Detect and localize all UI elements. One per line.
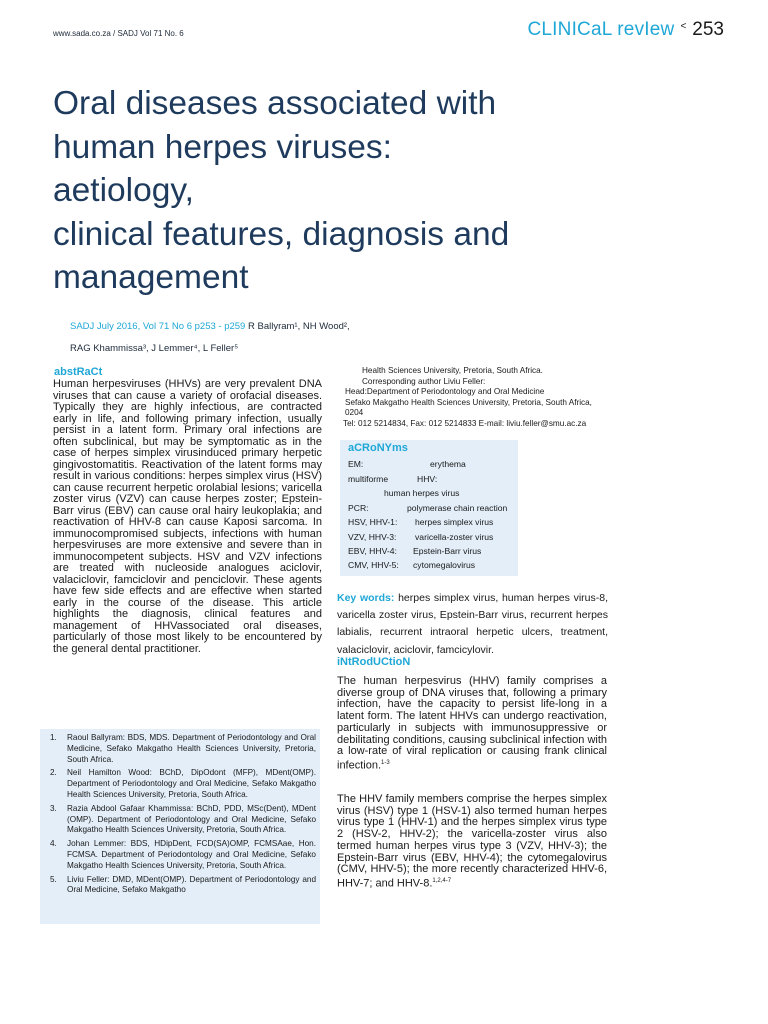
acronym-definition: varicella-zoster virus: [415, 532, 494, 542]
citation-line: [70, 321, 350, 332]
acronym-definition: herpes simplex virus: [415, 517, 494, 527]
acronym-label: VZV, HHV-3:: [348, 532, 397, 542]
title-line: Oral diseases associated with: [53, 85, 497, 122]
acronym-label: EBV, HHV-4:: [348, 546, 397, 556]
section-mark: <: [680, 21, 687, 32]
acronym-label: CMV, HHV-5:: [348, 560, 399, 570]
correspondence-block: [340, 366, 602, 430]
reference-superscript: 1,2,4-7: [432, 877, 452, 884]
correspondence-line: Health Sciences University, Pretoria, South Africa.: [362, 366, 543, 375]
keywords-text: herpes simplex virus, human herpes virus-8, varicella zoster virus, Epstein-Barr virus, recurrent herpes labialis, recurrent intraoral herpetic ulcers, treatment, valaciclovir, aciclovir, famcicylovir.: [337, 592, 608, 656]
correspondence-line: Corresponding author Liviu Feller:: [362, 376, 486, 386]
acronym-definition: HHV:: [417, 474, 438, 484]
abstract-text: Human herpesviruses (HHVs) are very prevalent DNA viruses that can cause a variety of orofacial diseases. Typically they are highly infectious, are contracted early in life, and following primary infection, usually persist in a latent form. Primary oral infections are often subclinical, but may be symptomatic as in the case of herpes simplex virusinduced primary herpetic gingivostomatitis. Reactivation of the latent forms may result in various conditions: herpes simplex virus (HSV) can cause recurrent herpetic orolabial lesions; varicella zoster virus (VZV) can cause herpes zoster; Epstein-Barr virus (EBV) can cause oral hairy leukoplakia; and reactivation of HHV-8 can cause Kaposi sarcoma. In immunocompromised subjects, infections with human herpesviruses are more extensive and severe than in immunocompetent subjects. HSV and VZV infections are treated with nucleoside analogues aciclovir, valaciclovir, famciclovir and penciclovir. These agents have few side effects and are effective when started early in the course of the disease. This article highlights the diagnosis, clinical features and management of HHVassociated oral diseases, particularly of those most likely to be encountered by the general dental practitioner.: [53, 378, 322, 655]
affiliation-item: [50, 875, 316, 897]
acronym-definition: human herpes virus: [384, 488, 460, 498]
acronym-definition: cytomegalovirus: [413, 560, 476, 570]
paragraph-text: The HHV family members comprise the herpes simplex virus (HSV) type 1 (HSV-1) also termed human herpes virus type 1 (HHV-1) and the herpes simplex virus type 2 (HSV-2, HHV-2); the varicella-zoster virus also termed human herpes virus type 3 (VZV, HHV-3); the Epstein-Barr virus (EBV, HHV-4); the cytomegalovirus (CMV, HHV-5); the more recently characterized HHV-6, HHV-7; and HHV-8.: [337, 793, 607, 890]
affiliation-number: 1.: [50, 733, 57, 742]
acronym-label: PCR:: [348, 503, 369, 513]
affiliation-item: [50, 804, 316, 836]
affiliation-text: Liviu Feller: DMD, MDent(OMP). Department of Periodontology and Oral Medicine, Sefako Makgatho: [67, 874, 316, 895]
page-number: 253: [692, 19, 724, 40]
acronyms-box: [340, 440, 518, 576]
reference-superscript: 1-3: [381, 759, 390, 766]
correspondence-line: Sefako Makgatho Health Sciences University, Pretoria, South Africa, 0204: [345, 397, 592, 418]
acronym-label: multiforme: [348, 474, 389, 484]
affiliation-item: [50, 839, 316, 871]
affiliation-number: 2.: [50, 768, 57, 778]
affiliation-item: [50, 733, 316, 765]
title-line: management: [53, 259, 249, 296]
acronym-definition: Epstein-Barr virus: [413, 546, 482, 556]
affiliation-number: 3.: [50, 803, 57, 813]
acronym-definition: erythema: [430, 459, 466, 469]
acronym-label: EM:: [348, 459, 364, 469]
title-line: human herpes viruses:: [53, 128, 392, 166]
authors-line-1: R Ballyram¹, NH Wood²,: [247, 321, 350, 332]
affiliation-number: 4.: [50, 839, 57, 849]
title-line: clinical features, diagnosis and: [53, 215, 510, 253]
title-line: aetiology,: [53, 172, 194, 209]
introduction-paragraph: [337, 676, 607, 772]
introduction-paragraph: [337, 794, 607, 890]
acronym-definition: polymerase chain reaction: [407, 503, 508, 513]
citation-reference: SADJ July 2016, Vol 71 No 6 p253 - p259: [70, 321, 246, 332]
affiliations-box: [40, 729, 320, 924]
keywords: [337, 590, 608, 659]
affiliation-number: 5.: [50, 874, 57, 884]
article-title: [53, 82, 693, 300]
introduction-heading: iNtRodUCtioN: [337, 656, 411, 668]
acronym-label: HSV, HHV-1:: [348, 517, 398, 527]
acronyms-heading: aCRoNYms: [348, 442, 408, 454]
journal-reference: www.sada.co.za / SADJ Vol 71 No. 6: [53, 29, 184, 38]
paragraph-text: The human herpesvirus (HHV) family comprises a diverse group of DNA viruses that, following a primary infection, have the capacity to persist life-long in a latent form. The latent HHVs can undergo reactivation, particularly in subjects with immunosuppressive or debilitating conditions, causing subclinical infection with a low-rate of viral replication or causing frank clinical infection.: [337, 675, 607, 772]
authors-line-2: RAG Khammissa³, J Lemmer⁴, L Feller⁵: [70, 343, 239, 354]
affiliation-item: [50, 768, 316, 800]
page-header: [527, 19, 724, 41]
correspondence-contact: Tel: 012 5214834, Fax: 012 5214833 E-mail: liviu.feller@smu.ac.za: [343, 418, 587, 428]
correspondence-line: Head:Department of Periodontology and Oral Medicine: [345, 387, 545, 397]
keywords-label: Key words:: [337, 592, 395, 604]
affiliation-text: Razia Abdool Gafaar Khammissa: BChD, PDD, MSc(Dent), MDent (OMP). Department of Periodontology and Oral Medicine, Sefako Makgatho Health Sciences University, Pretoria, South Africa.: [67, 803, 316, 835]
abstract-heading: abstRaCt: [54, 366, 103, 378]
section-label: CLINICaL revIew: [527, 19, 675, 40]
affiliation-text: Raoul Ballyram: BDS, MDS. Department of Periodontology and Oral Medicine, Sefako Makgatho Health Sciences University, Pretoria, South Africa.: [67, 733, 316, 764]
affiliation-text: Johan Lemmer: BDS, HDipDent, FCD(SA)OMP, FCMSAae, Hon. FCMSA. Department of Periodontology and Oral Medicine, Sefako Makgatho Health Sciences University, Pretoria, South Africa.: [67, 839, 316, 870]
affiliation-text: Neil Hamilton Wood: BChD, DipOdont (MFP), MDent(OMP). Department of Periodontology and Oral Medicine, Sefako Makgatho Health Sciences University, Pretoria, South Africa.: [67, 768, 316, 799]
